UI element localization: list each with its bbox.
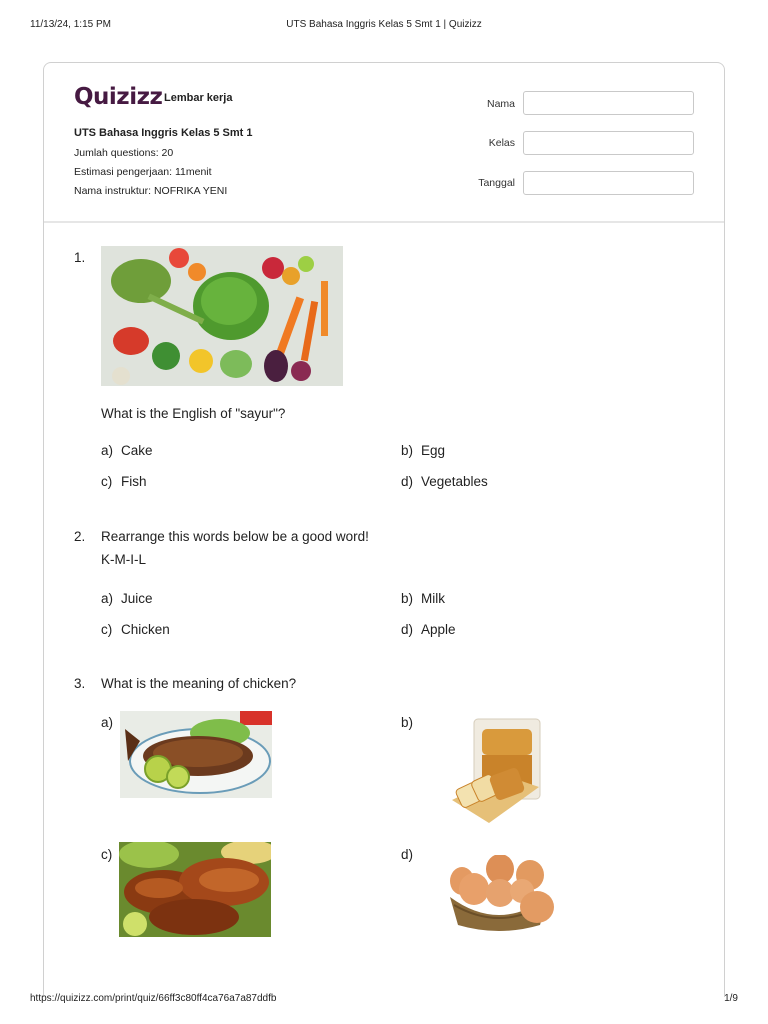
option-d[interactable]: d) Vegetables: [401, 474, 488, 489]
date-field[interactable]: [523, 171, 694, 195]
option-b[interactable]: b): [401, 715, 414, 730]
option-b[interactable]: b) Milk: [401, 591, 445, 606]
quiz-title: UTS Bahasa Inggris Kelas 5 Smt 1: [74, 127, 253, 139]
option-d[interactable]: d): [401, 847, 414, 862]
question-text: What is the meaning of chicken?: [101, 676, 297, 691]
question-number: 2.: [74, 529, 86, 544]
print-datetime: 11/13/24, 1:15 PM: [30, 19, 111, 30]
question-number: 3.: [74, 676, 86, 691]
question-text: What is the English of "sayur"?: [101, 406, 286, 421]
print-page-title: UTS Bahasa Inggris Kelas 5 Smt 1 | Quizizz: [286, 19, 482, 30]
option-c[interactable]: c) Fish: [101, 474, 147, 489]
bread-photo[interactable]: [444, 715, 554, 828]
estimated-duration: Estimasi pengerjaan: 11menit: [74, 166, 212, 178]
class-label: Kelas: [488, 137, 515, 149]
print-url[interactable]: https://quizizz.com/print/quiz/66ff3c80ff4ca76a7a87ddfb: [30, 993, 277, 1004]
print-header: [30, 19, 738, 33]
date-label: Tanggal: [478, 177, 515, 189]
worksheet-label: Lembar kerja: [164, 92, 233, 104]
option-c[interactable]: c) Chicken: [101, 622, 170, 637]
quizizz-logo: Quizizz: [74, 84, 163, 110]
print-page-number: 1/9: [724, 993, 738, 1004]
fried-fish-photo[interactable]: [120, 711, 272, 798]
class-field[interactable]: [523, 131, 694, 155]
name-label: Nama: [486, 98, 515, 110]
option-c[interactable]: c): [101, 847, 113, 862]
questions-count: Jumlah questions: 20: [74, 147, 174, 159]
name-field[interactable]: [523, 91, 694, 115]
option-a[interactable]: a): [101, 715, 114, 730]
question-text: Rearrange this words below be a good word!: [101, 529, 369, 544]
worksheet-header: [44, 63, 724, 223]
fried-chicken-photo[interactable]: [119, 842, 271, 937]
question-number: 1.: [74, 250, 86, 265]
option-b[interactable]: b) Egg: [401, 443, 446, 458]
option-a[interactable]: a) Cake: [101, 443, 153, 458]
vegetables-photo: [101, 246, 343, 386]
print-footer: [30, 993, 738, 1007]
option-a[interactable]: a) Juice: [101, 591, 153, 606]
option-d[interactable]: d) Apple: [401, 622, 456, 637]
eggs-basket-photo[interactable]: [444, 855, 554, 933]
question-subtext: K-M-I-L: [101, 552, 146, 567]
worksheet: [43, 62, 725, 997]
instructor-name: Nama instruktur: NOFRIKA YENI: [74, 185, 228, 197]
